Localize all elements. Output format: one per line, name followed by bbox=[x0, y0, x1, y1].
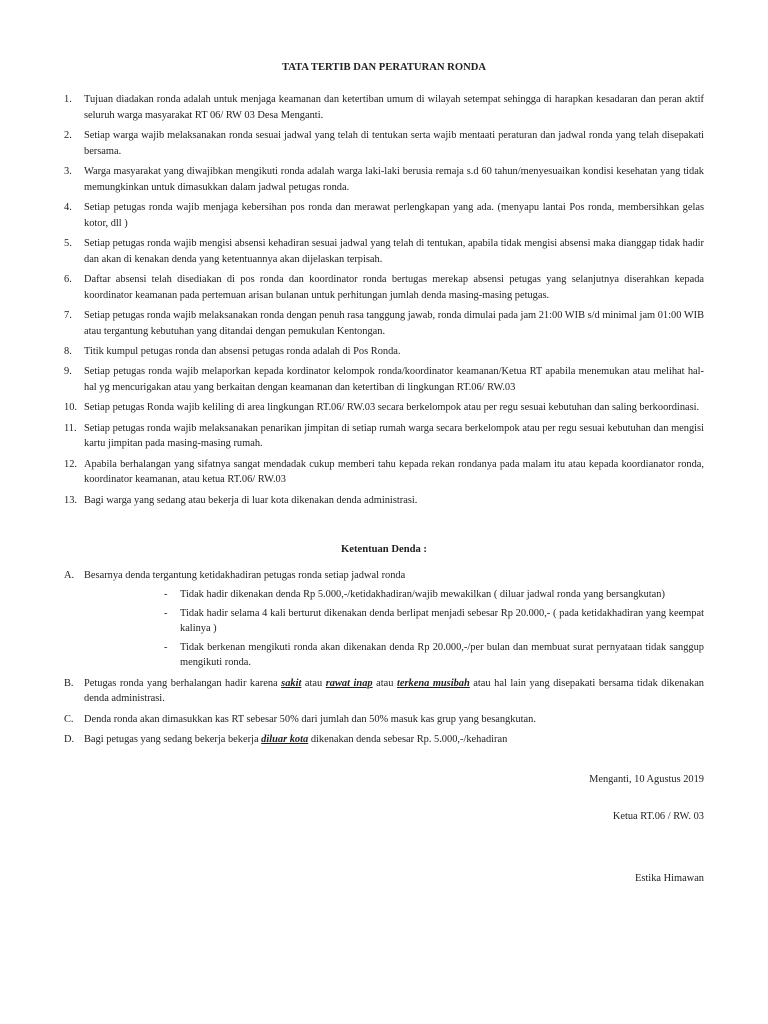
denda-item-d bbox=[64, 732, 704, 748]
rule-item bbox=[64, 272, 704, 303]
rule-item bbox=[64, 400, 704, 416]
rule-text: Setiap petugas ronda wajib melaksanakan ronda dengan penuh rasa tanggung jawab, ronda dimulai pada jam 21:00 WIB s/d minimal jam 01:00 WIB atau tergantung kebutuhan yang ditandai dengan pemukulan Kentongan. bbox=[84, 309, 705, 337]
rule-text: Tujuan diadakan ronda adalah untuk menjaga keamanan dan ketertiban umum di wilayah setempat sehingga di harapkan kesadaran dan peran aktif seluruh warga masyarakat RT 06/ RW 03 Desa Menganti. bbox=[84, 93, 704, 121]
rule-text: Setiap petugas ronda wajib melaporkan kepada kordinator kelompok ronda/koordinator keamanan/Ketua RT apabila menemukan atau melihat hal-hal yg mencurigakan atau yang berkaitan dengan keamanan dan ketertiban di lingkungan RT.06/ RW.03 bbox=[84, 366, 704, 394]
rule-number: 2. bbox=[64, 129, 72, 141]
denda-text-part: atau bbox=[301, 677, 326, 689]
emphasis-text: rawat inap bbox=[325, 677, 373, 689]
rule-text: Setiap petugas Ronda wajib keliling di area lingkungan RT.06/ RW.03 secara berkelompok atau per regu sesuai kebutuhan dan saling berkoordinasi. bbox=[84, 402, 700, 414]
rule-item bbox=[64, 308, 704, 339]
rule-item bbox=[64, 236, 704, 267]
rule-text: Setiap petugas ronda wajib menjaga kebersihan pos ronda dan merawat perlengkapan yang ada. (menyapu lantai Pos ronda, membersihkan gelas kotor, dll ) bbox=[84, 201, 704, 229]
rule-item bbox=[64, 164, 704, 195]
rule-item bbox=[64, 457, 704, 488]
rule-number: 6. bbox=[64, 273, 72, 285]
rule-number: 11. bbox=[64, 422, 77, 434]
rule-number: 5. bbox=[64, 237, 72, 249]
rule-number: 3. bbox=[64, 165, 72, 177]
rule-text: Daftar absensi telah disediakan di pos ronda dan koordinator ronda bertugas merekap absensi petugas yang selanjutnya diserahkan kepada koordinator keamanan pada pertemuan arisan bulanan untuk perhitungan jumlah denda masing-masing petugas. bbox=[84, 273, 704, 301]
signature-place-date: Menganti, 10 Agustus 2019 bbox=[589, 773, 704, 785]
rule-number: 7. bbox=[64, 309, 72, 321]
rule-item bbox=[64, 493, 704, 509]
rule-text: Apabila berhalangan yang sifatnya sangat mendadak cukup memberi tahu kepada rekan rondanya pada malam itu atau kepada koordianator ronda, koordinator keamanan, atau ketua RT.06/ RW.03 bbox=[84, 458, 704, 486]
signature-role: Ketua RT.06 / RW. 03 bbox=[612, 811, 704, 823]
rule-text: Titik kumpul petugas ronda dan absensi petugas ronda adalah di Pos Ronda. bbox=[84, 346, 401, 357]
denda-text-part: atau bbox=[372, 677, 397, 689]
rule-number: 12. bbox=[64, 458, 77, 470]
denda-text-part: Petugas ronda yang berhalangan hadir karena bbox=[84, 677, 282, 689]
denda-sub-item bbox=[164, 587, 704, 603]
denda-sub-text: Tidak hadir dikenakan denda Rp 5.000,-/ketidakhadiran/wajib mewakilkan ( diluar jadwal ronda yang bersangkutan) bbox=[180, 588, 665, 600]
rule-item bbox=[64, 421, 704, 452]
rule-item bbox=[64, 200, 704, 231]
denda-sub-item bbox=[164, 640, 704, 671]
rule-item bbox=[64, 92, 704, 123]
dash-mark: - bbox=[164, 607, 168, 619]
rule-number: 13. bbox=[64, 494, 77, 506]
rule-item bbox=[64, 344, 704, 360]
denda-letter: B. bbox=[64, 677, 74, 689]
rule-number: 1. bbox=[64, 93, 72, 105]
denda-title: Ketentuan Denda : bbox=[341, 544, 427, 556]
rule-number: 8. bbox=[64, 346, 72, 357]
denda-text-part: Bagi petugas yang sedang bekerja bekerja bbox=[84, 734, 262, 746]
rule-text: Setiap petugas ronda wajib mengisi absensi kehadiran sesuai jadwal yang telah di tentukan, apabila tidak mengisi absensi maka dianggap tidak hadir dan akan di kenakan denda yang ketentuannya akan dijelaskan terpisah. bbox=[84, 237, 704, 265]
denda-text: Besarnya denda tergantung ketidakhadiran petugas ronda setiap jadwal ronda bbox=[84, 570, 406, 582]
emphasis-text: terkena musibah bbox=[396, 677, 470, 689]
dash-mark: - bbox=[164, 588, 168, 600]
denda-sub-item bbox=[164, 606, 704, 637]
denda-item-a bbox=[64, 568, 704, 671]
denda-sub-text: Tidak berkenan mengikuti ronda akan dikenakan denda Rp 20.000,-/per bulan dan membuat surat pernyataan tidak sanggup mengikuti ronda. bbox=[180, 641, 704, 669]
denda-text-part: dikenakan denda sebesar Rp. 5.000,-/kehadiran bbox=[308, 734, 508, 746]
denda-letter: C. bbox=[64, 713, 74, 725]
denda-list bbox=[64, 568, 704, 747]
rule-number: 9. bbox=[64, 366, 72, 378]
denda-sub-list bbox=[84, 587, 704, 671]
rule-text: Warga masyarakat yang diwajibkan mengikuti ronda adalah warga laki-laki berusia remaja s.d 60 tahun/menyesuaikan kondisi kesehatan yang tidak memungkinkan untuk dimasukkan dalam jadwal petugas ronda. bbox=[84, 165, 704, 193]
rule-number: 10. bbox=[64, 402, 77, 414]
rule-text: Bagi warga yang sedang atau bekerja di luar kota dikenakan denda administrasi. bbox=[84, 494, 418, 506]
rule-text: Setiap warga wajib melaksanakan ronda sesuai jadwal yang telah di tentukan serta wajib mentaati peraturan dan jadwal ronda yang telah disepakati bersama. bbox=[84, 129, 704, 157]
signature-name: Estika Himawan bbox=[635, 873, 704, 885]
emphasis-text: sakit bbox=[281, 677, 302, 689]
rule-item bbox=[64, 128, 704, 159]
denda-item-b bbox=[64, 676, 704, 707]
rule-item bbox=[64, 364, 704, 395]
denda-letter: A. bbox=[64, 570, 75, 582]
rule-text: Setiap petugas ronda wajib melaksanakan penarikan jimpitan di setiap rumah warga secara berkelompok atau per regu sesuai kebutuhan dan mengisi kartu jimpitan pada masing-masing rumah. bbox=[84, 422, 704, 450]
denda-text: Denda ronda akan dimasukkan kas RT sebesar 50% dari jumlah dan 50% masuk kas grup yang besangkutan. bbox=[84, 713, 536, 725]
emphasis-text: diluar kota bbox=[261, 734, 309, 746]
denda-item-c bbox=[64, 712, 704, 728]
denda-letter: D. bbox=[64, 734, 75, 746]
dash-mark: - bbox=[164, 641, 168, 653]
rule-number: 4. bbox=[64, 201, 72, 213]
rules-list bbox=[64, 92, 704, 509]
document-title: TATA TERTIB DAN PERATURAN RONDA bbox=[281, 62, 487, 73]
denda-text-part: atau hal lain yang disepakati bersama tidak dikenakan denda administrasi. bbox=[84, 677, 704, 705]
denda-sub-text: Tidak hadir selama 4 kali berturut dikenakan denda berlipat menjadi sebesar Rp 20.000,- ( pada ketidakhadiran yang keempat kalinya ) bbox=[180, 607, 704, 635]
